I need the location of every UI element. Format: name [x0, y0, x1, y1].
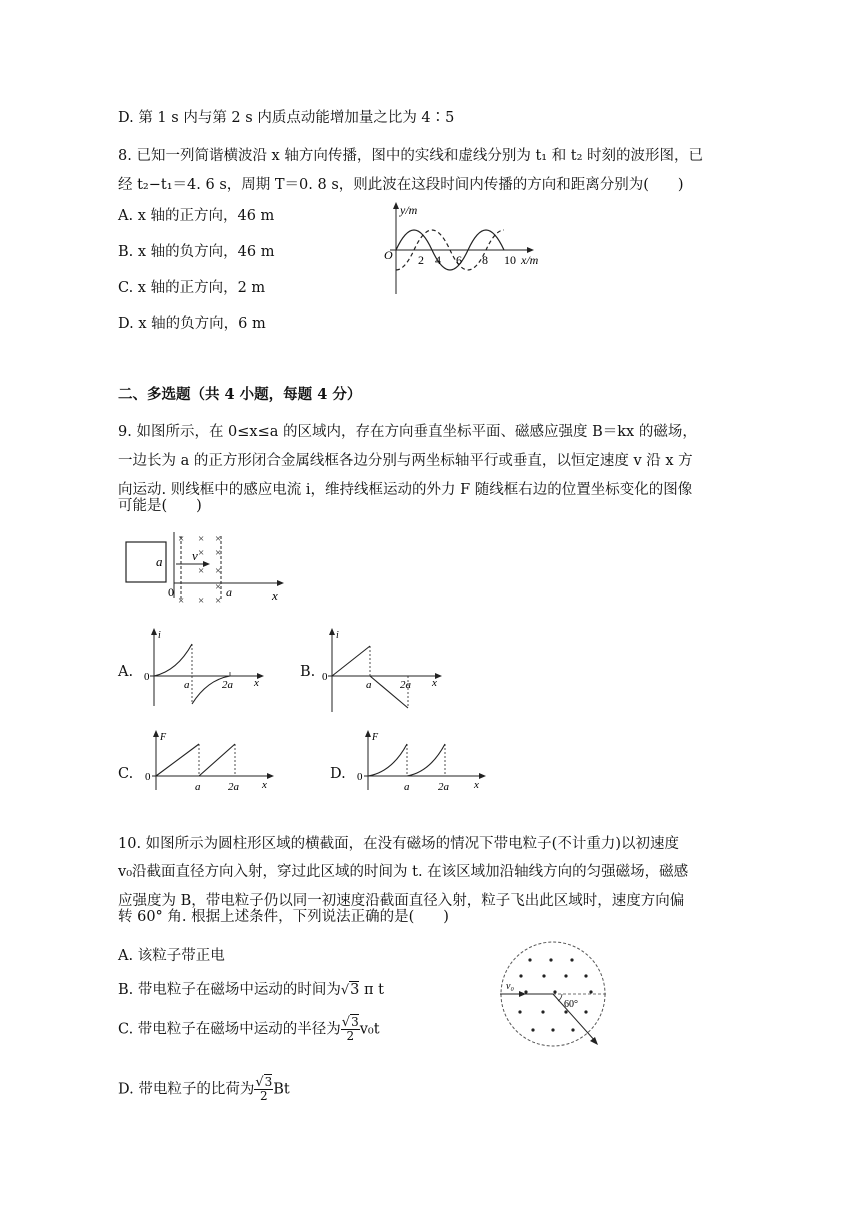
svg-text:a: a: [404, 781, 410, 793]
svg-text:i: i: [158, 630, 161, 641]
q8-wave-figure: [380, 200, 550, 296]
q10-stem-line2: v₀沿截面直径方向入射，穿过此区域的时间为 t. 在该区域加沿轴线方向的匀强磁场，磁感: [118, 864, 689, 880]
q7-option-d: D. 第 1 s 内与第 2 s 内质点动能增加量之比为 4∶5: [118, 110, 455, 126]
q8-tick-6: 6: [456, 253, 462, 267]
q10-stem-line4: 转 60° 角. 根据上述条件，下列说法正确的是( ): [118, 909, 449, 925]
svg-text:0: 0: [322, 671, 328, 683]
q9-option-b-label: B.: [300, 664, 316, 680]
svg-text:0: 0: [357, 771, 363, 783]
q9-axis-label: x: [272, 588, 278, 603]
q9-graph-b: [320, 626, 450, 714]
svg-text:×: ×: [215, 547, 222, 559]
svg-text:i: i: [336, 630, 339, 641]
q9-velocity-label: v: [192, 548, 198, 563]
q9-a-label: a: [226, 585, 232, 599]
svg-text:×: ×: [198, 565, 205, 577]
q9-graph-c: [142, 728, 282, 794]
svg-text:x: x: [254, 677, 259, 689]
svg-text:a: a: [195, 781, 201, 793]
q10-option-c: C. 带电粒子在磁场中运动的半径为 $\frac{√3}{2}$ v₀t: [118, 1015, 380, 1043]
q9-stem-line4: 可能是( ): [118, 498, 202, 514]
q9-stem-line2: 一边长为 a 的正方形闭合金属线框各边分别与两坐标轴平行或垂直，以恒定速度 v 沿 x 方: [118, 453, 693, 469]
q8-tick-4: 4: [435, 253, 441, 267]
svg-text:x: x: [432, 677, 437, 689]
svg-text:×: ×: [198, 595, 205, 607]
q10-stem-line1: 10. 如图所示为圆柱形区域的横截面，在没有磁场的情况下带电粒子(不计重力)以初速度: [118, 836, 679, 852]
q10-option-a: A. 该粒子带正电: [118, 948, 225, 964]
svg-text:×: ×: [215, 581, 222, 593]
svg-text:×: ×: [198, 533, 205, 545]
q8-tick-8: 8: [482, 253, 488, 267]
q9-origin-label: 0: [168, 585, 174, 599]
svg-text:0: 0: [144, 671, 150, 683]
q8-option-c: C. x 轴的正方向，2 m: [118, 280, 266, 296]
q9-graph-a: [142, 626, 272, 708]
q10-option-d: D. 带电粒子的比荷为 $\frac{√3}{2}$ Bt: [118, 1075, 290, 1103]
svg-text:F: F: [160, 732, 167, 743]
q9-stem-line3: 向运动. 则线框中的感应电流 i，维持线框运动的外力 F 随线框右边的位置坐标变化的图像: [118, 482, 693, 498]
svg-text:×: ×: [198, 547, 205, 559]
q10-circle-figure: [496, 940, 610, 1050]
svg-text:×: ×: [178, 595, 185, 607]
svg-text:2a: 2a: [400, 679, 411, 691]
q8-stem-line1: 8. 已知一列简谐横波沿 x 轴方向传播，图中的实线和虚线分别为 t₁ 和 t₂ 时刻的波形图，已: [118, 148, 704, 164]
q8-stem-line2: 经 t₂−t₁＝4. 6 s，周期 T＝0. 8 s，则此波在这段时间内传播的方向和距离分别为( ): [118, 177, 684, 193]
q8-option-b: B. x 轴的负方向，46 m: [118, 244, 275, 260]
q10-option-b: B. 带电粒子在磁场中运动的时间为√3 π t: [118, 982, 384, 998]
svg-text:2a: 2a: [228, 781, 239, 793]
q9-option-d-label: D.: [330, 766, 346, 782]
q9-setup-figure: [118, 528, 298, 608]
q9-option-a-label: A.: [118, 664, 134, 680]
q8-y-label: y/m: [400, 203, 418, 217]
svg-text:0: 0: [145, 771, 151, 783]
q9-side-label: a: [156, 554, 163, 569]
svg-text:×: ×: [178, 533, 185, 545]
svg-text:60°: 60°: [564, 999, 578, 1010]
svg-text:2a: 2a: [438, 781, 449, 793]
section2-heading: 二、多选题（共 4 小题，每题 4 分）: [118, 386, 362, 403]
q8-tick-2: 2: [418, 253, 424, 267]
svg-text:2a: 2a: [222, 679, 233, 691]
q8-option-a: A. x 轴的正方向，46 m: [118, 208, 275, 224]
q9-stem-line1: 9. 如图所示，在 0≤x≤a 的区域内，存在方向垂直坐标平面、磁感应强度 B＝kx 的磁场，: [118, 424, 697, 440]
svg-text:×: ×: [215, 565, 222, 577]
q8-tick-10: 10: [504, 253, 516, 267]
q9-graph-d: [354, 728, 494, 794]
svg-text:x: x: [474, 779, 479, 791]
svg-text:v₀: v₀: [506, 981, 514, 992]
svg-text:a: a: [366, 679, 372, 691]
q10-stem-line3: 应强度为 B，带电粒子仍以同一初速度沿截面直径入射，粒子飞出此区域时，速度方向偏: [118, 893, 685, 909]
svg-text:F: F: [372, 732, 379, 743]
q8-x-label: x/m: [521, 253, 539, 267]
q8-option-d: D. x 轴的负方向，6 m: [118, 316, 266, 332]
svg-text:a: a: [184, 679, 190, 691]
svg-text:×: ×: [215, 595, 222, 607]
q8-origin: O: [384, 248, 393, 262]
svg-text:×: ×: [215, 533, 222, 545]
svg-text:x: x: [262, 779, 267, 791]
q9-option-c-label: C.: [118, 766, 134, 782]
